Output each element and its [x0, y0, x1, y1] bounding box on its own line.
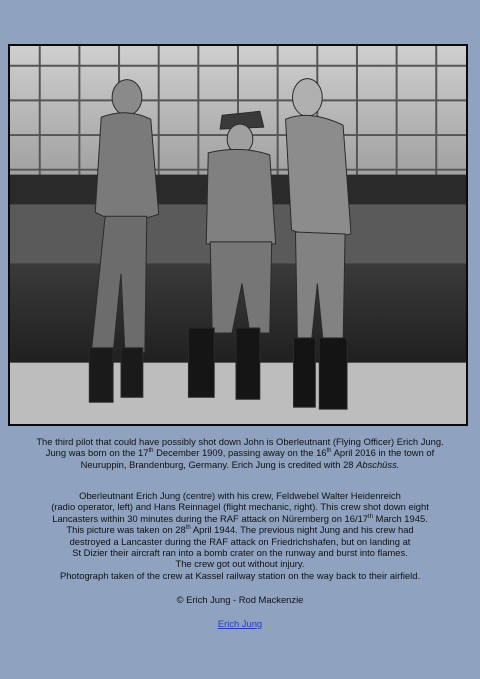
- caption-line-3: [14, 513, 466, 524]
- caption-line-7: The crew got out without injury.: [175, 558, 305, 570]
- crew-photograph: [8, 44, 468, 426]
- caption-line-5: destroyed a Lancaster during the RAF attack on Friedrichshafen, but on landing at: [69, 535, 411, 547]
- bio-line-2-sup-2: th: [326, 448, 332, 455]
- paragraph-pilot-bio: [14, 436, 466, 470]
- caption-line-3-b: March 1945.: [373, 512, 428, 524]
- photo-credit: © Erich Jung - Rod Mackenzie: [176, 594, 304, 605]
- caption-line-4: [14, 524, 466, 535]
- bio-line-2: [14, 447, 466, 458]
- bio-line-1: The third pilot that could have possibly shot down John is Oberleutnant (Flying Officer) Erich Jung.: [36, 436, 444, 447]
- caption-line-2: (radio operator, left) and Hans Reinnagel (flight mechanic, right). This crew shot down eight: [51, 501, 429, 513]
- caption-line-8: Photograph taken of the crew at Kassel railway station on the way back to their airfield.: [59, 569, 421, 581]
- bio-line-2-a: Jung was born on the 17: [45, 447, 149, 459]
- bio-line-2-sup-1: th: [148, 448, 154, 455]
- erich-jung-link[interactable]: Erich Jung: [217, 618, 263, 629]
- caption-line-3-sup: th: [368, 513, 374, 520]
- caption-line-4-a: This picture was taken on 28: [66, 524, 186, 536]
- caption-line-6: St Dizier their aircraft ran into a bomb crater on the runway and burst into flames.: [72, 547, 408, 559]
- caption-line-4-sup: th: [185, 525, 191, 532]
- bio-line-3: [14, 459, 466, 470]
- bio-line-3-italic: Abschüss.: [356, 458, 400, 470]
- bio-line-3-a: Neuruppin, Brandenburg, Germany. Erich Jung is credited with 28: [80, 458, 357, 470]
- bio-line-2-c: April 2016 in the town of: [331, 447, 435, 459]
- caption-line-1: Oberleutnant Erich Jung (centre) with his crew, Feldwebel Walter Heidenreich: [79, 490, 401, 501]
- link-container: [0, 618, 480, 629]
- caption-line-4-b: April 1944. The previous night Jung and his crew had: [190, 524, 414, 536]
- bio-line-2-b: December 1909, passing away on the 16: [153, 447, 327, 459]
- paragraph-photo-caption: [14, 490, 466, 581]
- photo-illustration: [10, 46, 466, 424]
- caption-line-3-a: Lancasters within 30 minutes during the RAF attack on Nüremberg on 16/17: [52, 512, 369, 524]
